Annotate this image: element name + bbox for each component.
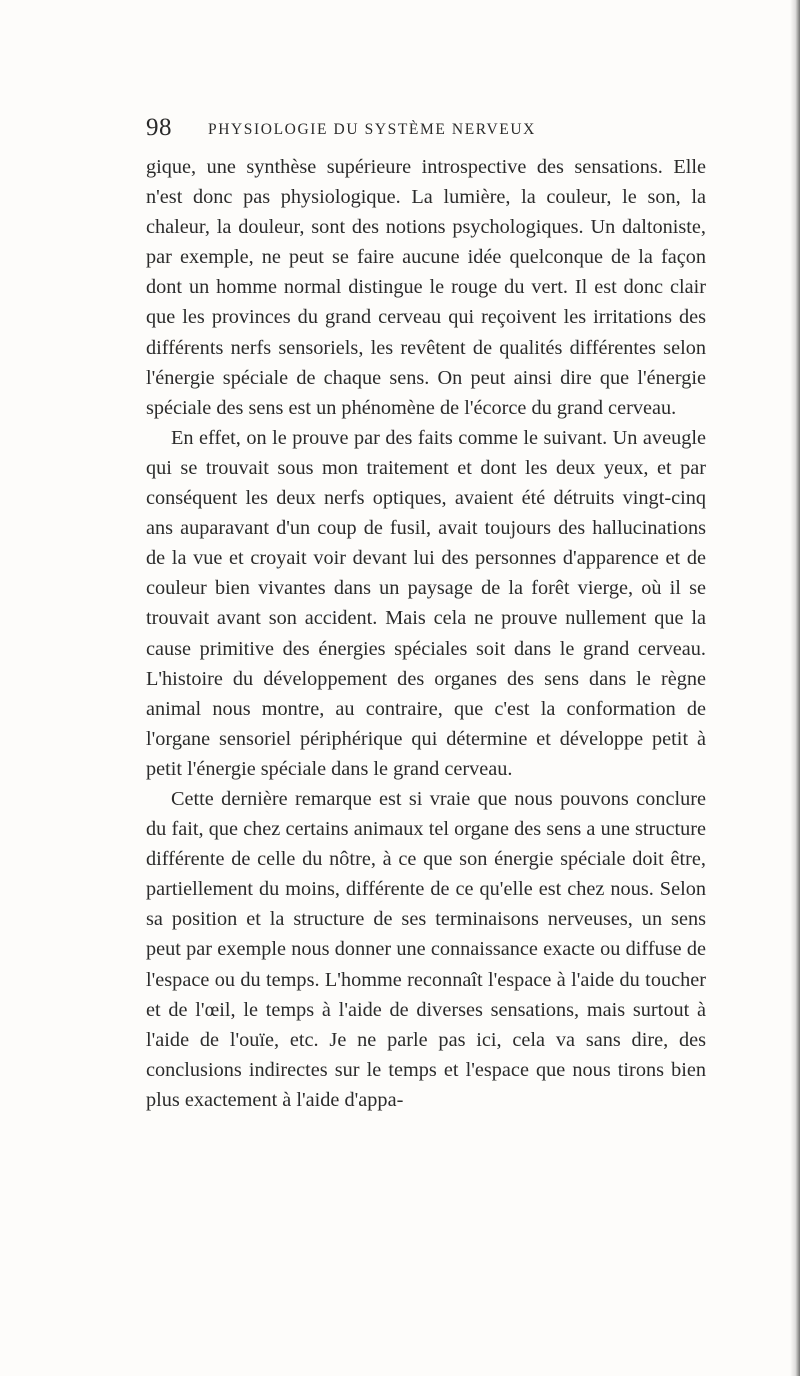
paragraph-1: gique, une synthèse supérieure introspective des sensations. Elle n'est donc pas physiologique. La lumière, la couleur, le son, la chaleur, la douleur, sont des notions psychologiques. Un daltoniste, par exemple, ne peut se faire aucune idée quelconque de la façon dont un homme normal distingue le rouge du vert. Il est donc clair que les provinces du grand cerveau qui reçoivent les irritations des différents nerfs sensoriels, les revêtent de qualités différentes selon l'énergie spéciale de chaque sens. On peut ainsi dire que l'énergie spéciale des sens est un phénomène de l'écorce du grand cerveau. bbox=[146, 156, 706, 419]
body-text bbox=[146, 152, 706, 1115]
paragraph-2: En effet, on le prouve par des faits comme le suivant. Un aveugle qui se trouvait sous mon traitement et dont les deux yeux, et par conséquent les deux nerfs optiques, avaient été détruits vingt-cinq ans auparavant d'un coup de fusil, avait toujours des hallucinations de la vue et croyait voir devant lui des personnes d'apparence et de couleur bien vivantes dans un paysage de la forêt vierge, où il se trouvait avant son accident. Mais cela ne prouve nullement que la cause primitive des énergies spéciales soit dans le grand cerveau. L'histoire du développement des organes des sens dans le règne animal nous montre, au contraire, que c'est la conformation de l'organe sensoriel périphérique qui détermine et développe petit à petit l'énergie spéciale dans le grand cerveau. bbox=[146, 426, 706, 780]
running-title: PHYSIOLOGIE DU SYSTÈME NERVEUX bbox=[208, 121, 536, 138]
page-header bbox=[146, 114, 706, 146]
page-edge-shadow bbox=[790, 0, 800, 1376]
paragraph-3: Cette dernière remarque est si vraie que nous pouvons conclure du fait, que chez certains animaux tel organe des sens a une structure différente de celle du nôtre, à ce que son énergie spéciale doit être, partiellement du moins, différente de ce qu'elle est chez nous. Selon sa position et la structure de ses terminaisons nerveuses, un sens peut par exemple nous donner une connaissance exacte ou diffuse de l'espace ou du temps. L'homme reconnaît l'espace à l'aide du toucher et de l'œil, le temps à l'aide de diverses sensations, mais surtout à l'aide de l'ouïe, etc. Je ne parle pas ici, cela va sans dire, des conclusions indirectes sur le temps et l'espace que nous tirons bien plus exactement à l'aide d'appa- bbox=[146, 787, 706, 1111]
page-number: 98 bbox=[146, 114, 172, 141]
